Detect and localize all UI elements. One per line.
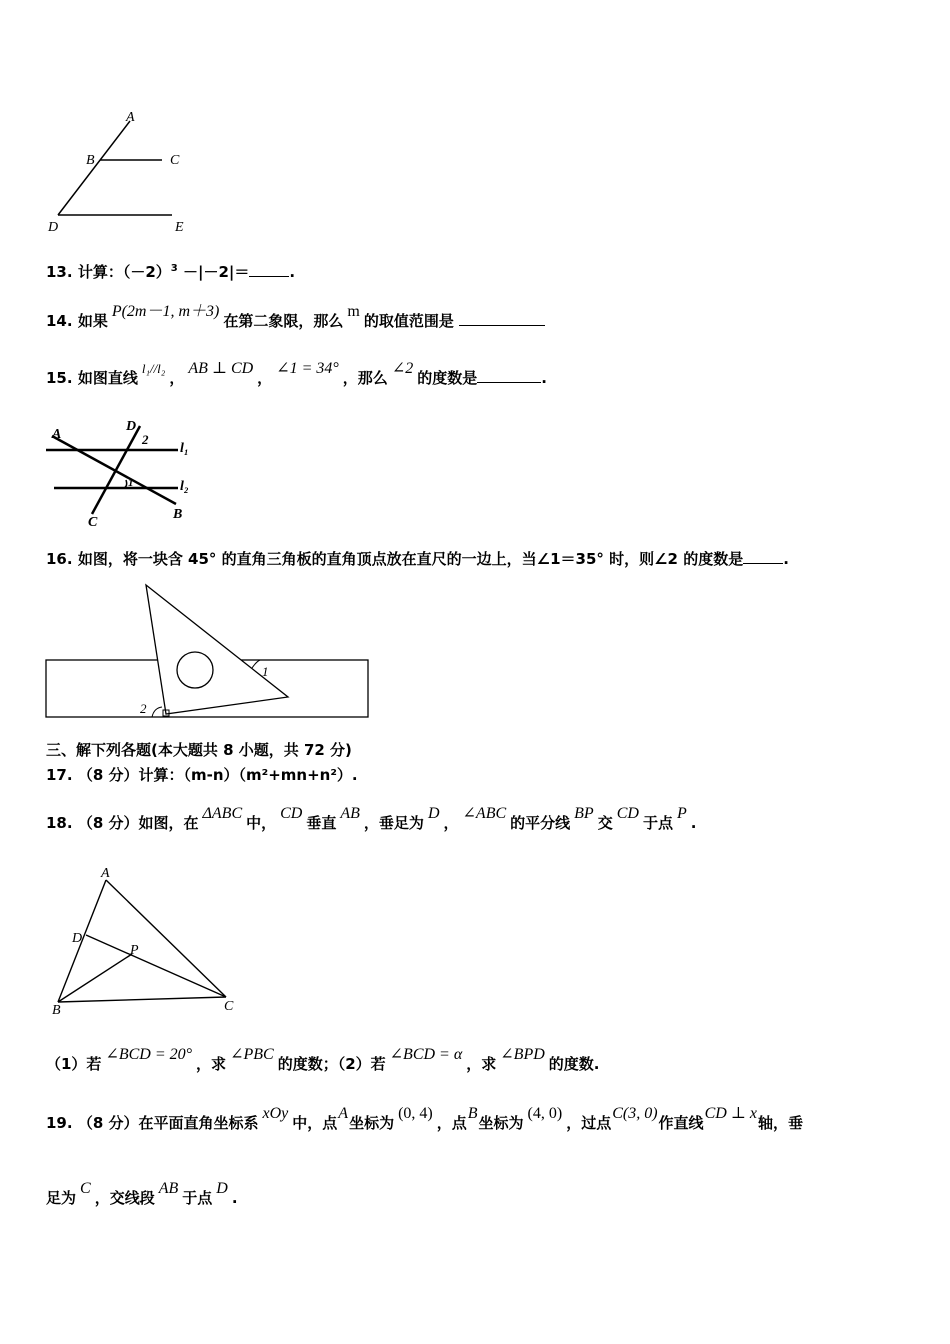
- q15-sep1: ，: [169, 369, 185, 387]
- label-2: 2: [142, 432, 149, 447]
- q19-score: （8 分）: [77, 1114, 139, 1132]
- q17-number: 17.: [46, 766, 73, 784]
- q19-text-g: 作直线: [658, 1114, 704, 1132]
- q18sub-t1: ，求: [196, 1055, 227, 1073]
- q18-math-triangle: ΔABC: [202, 805, 243, 822]
- q18-text-g: 于点: [642, 814, 673, 832]
- q19-math-coord-a: (0, 4): [398, 1105, 433, 1122]
- q18-text-f: 交: [597, 814, 613, 832]
- q14-text-c: 的取值范围是: [363, 312, 454, 330]
- q18-math-angle-abc: ∠ABC: [462, 805, 507, 822]
- q19b-math-d: D: [216, 1180, 228, 1197]
- q18-math-d: D: [427, 805, 440, 822]
- q19-text-a: 在平面直角坐标系: [138, 1114, 259, 1132]
- q13-text-a: 计算：（－2）: [77, 263, 171, 281]
- line-cd: [92, 426, 140, 514]
- q15-number: 15.: [46, 369, 73, 387]
- q14-math-point: P(2m－1, m＋3): [111, 303, 220, 320]
- q19-math-c: C(3, 0): [612, 1105, 658, 1122]
- figure-triangle-abc: [40, 862, 250, 1017]
- section-3-title: 三、解下列各题(本大题共 8 小题，共 72 分): [46, 741, 352, 759]
- question-18-subparts: [46, 1046, 600, 1074]
- q18-text-e: 的平分线: [510, 814, 571, 832]
- q15-math-angle1: ∠1 = 34°: [276, 360, 339, 377]
- q17-text: 计算：（m-n）（m²+mn+n²）.: [138, 766, 358, 784]
- label-a: A: [101, 866, 110, 881]
- question-13: [46, 261, 295, 282]
- question-14: [46, 303, 545, 331]
- q14-text-b: 在第二象限，那么: [223, 312, 344, 330]
- figure-parallel-lines-abcde: [40, 105, 200, 240]
- segment-cd: [86, 935, 226, 997]
- label-b: B: [173, 507, 183, 522]
- q18-number: 18.: [46, 814, 73, 832]
- label-l2: l₂: [180, 479, 189, 494]
- q19-text-d: ，点: [436, 1114, 467, 1132]
- segment-bp: [58, 954, 132, 1002]
- q19-text-c: 坐标为: [349, 1114, 395, 1132]
- q15-end: .: [541, 369, 547, 387]
- q19b-end: .: [231, 1189, 238, 1207]
- q14-math-m: m: [347, 303, 360, 320]
- question-18: [46, 805, 697, 833]
- q18-math-bp: BP: [574, 805, 594, 822]
- q19-text-e: 坐标为: [478, 1114, 524, 1132]
- label-p: P: [130, 943, 139, 958]
- q19b-text-a: 足为: [46, 1189, 77, 1207]
- q13-text-b: －|－2|＝: [182, 263, 250, 281]
- q18sub-math-bcd-20: ∠BCD = 20°: [105, 1046, 193, 1063]
- q19b-text-c: 于点: [182, 1189, 213, 1207]
- q16-answer-blank[interactable]: [743, 562, 783, 564]
- question-19: [46, 1105, 803, 1133]
- question-15: [46, 360, 547, 388]
- q18-math-cd: CD: [280, 805, 303, 822]
- angle1-arc: [252, 660, 260, 668]
- label-c: C: [224, 999, 234, 1014]
- label-a: A: [52, 427, 62, 442]
- label-1: 1: [262, 664, 269, 679]
- question-16: [46, 548, 789, 569]
- q19-math-coord-b: (4, 0): [527, 1105, 563, 1122]
- label-l1: l₁: [180, 441, 189, 456]
- q14-number: 14.: [46, 312, 73, 330]
- q15-sep2: ，: [257, 369, 273, 387]
- label-c: C: [88, 515, 98, 530]
- label-d: D: [126, 419, 137, 434]
- label-b: B: [86, 153, 95, 168]
- q16-end: .: [783, 550, 789, 568]
- q18-math-ab: AB: [340, 805, 360, 822]
- q19-math-xoy: xOy: [262, 1105, 289, 1122]
- figure-intersecting-lines: [40, 412, 210, 532]
- q19b-text-b: ，交线段: [94, 1189, 155, 1207]
- q14-answer-blank[interactable]: [459, 324, 545, 326]
- q15-math-angle2: ∠2: [391, 360, 414, 377]
- label-d: D: [72, 931, 83, 946]
- q18sub-t2: 的度数；（2）若: [277, 1055, 386, 1073]
- question-19-continued: [46, 1180, 238, 1208]
- q18-sep: ，: [443, 814, 459, 832]
- q16-number: 16.: [46, 550, 73, 568]
- q15-answer-blank[interactable]: [477, 381, 541, 383]
- label-2: 2: [140, 701, 147, 716]
- q19-math-b: B: [467, 1105, 478, 1122]
- q18-text-b: 中，: [246, 814, 277, 832]
- question-17: [46, 764, 358, 785]
- q18-text-c: 垂直: [306, 814, 337, 832]
- q18-end: .: [690, 814, 697, 832]
- q19b-math-ab: AB: [158, 1180, 179, 1197]
- q19-text-f: ，过点: [566, 1114, 612, 1132]
- q19-number: 19.: [46, 1114, 73, 1132]
- angle2-arc: [152, 707, 162, 717]
- q19b-math-c: C: [80, 1180, 91, 1197]
- label-d: D: [48, 220, 59, 235]
- q18-score: （8 分）: [77, 814, 139, 832]
- q18sub-part1: （1）若: [46, 1055, 102, 1073]
- q19-math-cd-perp: CD ⊥ x: [704, 1105, 757, 1122]
- q13-answer-blank[interactable]: [249, 275, 289, 277]
- q19-math-a: A: [338, 1105, 349, 1122]
- q13-number: 13.: [46, 263, 73, 281]
- q17-score: （8 分）: [77, 766, 139, 784]
- q14-text-a: 如果: [77, 312, 108, 330]
- q18-math-cd2: CD: [616, 805, 639, 822]
- q18-text-d: ，垂足为: [363, 814, 424, 832]
- q18sub-t3: ，求: [466, 1055, 497, 1073]
- q15-math-perpendicular: AB ⊥ CD: [188, 360, 254, 377]
- label-b: B: [52, 1003, 61, 1017]
- label-e: E: [175, 220, 184, 235]
- label-a: A: [126, 110, 135, 125]
- q19-text-h: 轴，垂: [757, 1114, 803, 1132]
- q15-math-parallel: l₁//l₂: [141, 361, 166, 376]
- set-square-triangle: [146, 585, 288, 714]
- q13-exponent: 3: [170, 263, 178, 274]
- side-bc: [58, 997, 226, 1002]
- q18sub-math-pbc: ∠PBC: [230, 1046, 274, 1063]
- figure-triangle-ruler: [40, 580, 380, 725]
- q18-text-a: 如图，在: [138, 814, 199, 832]
- q18sub-math-bpd: ∠BPD: [500, 1046, 545, 1063]
- q19-text-b: 中，点: [292, 1114, 338, 1132]
- line-ab: [52, 436, 176, 504]
- q16-text: 如图，将一块含 45° 的直角三角板的直角顶点放在直尺的一边上，当∠1＝35° 时，则∠2 的度数是: [77, 550, 744, 568]
- side-ac: [106, 880, 226, 997]
- q15-text-b: ，那么: [342, 369, 388, 387]
- label-c: C: [170, 153, 180, 168]
- q15-text-c: 的度数是: [417, 369, 478, 387]
- label-1: 1: [128, 477, 134, 489]
- q18-math-p: P: [676, 805, 687, 822]
- q18sub-t4: 的度数.: [548, 1055, 600, 1073]
- line-da: [58, 121, 130, 215]
- q18sub-math-bcd-alpha: ∠BCD = α: [389, 1046, 463, 1063]
- q15-text-a: 如图直线: [77, 369, 138, 387]
- q13-end: .: [289, 263, 296, 281]
